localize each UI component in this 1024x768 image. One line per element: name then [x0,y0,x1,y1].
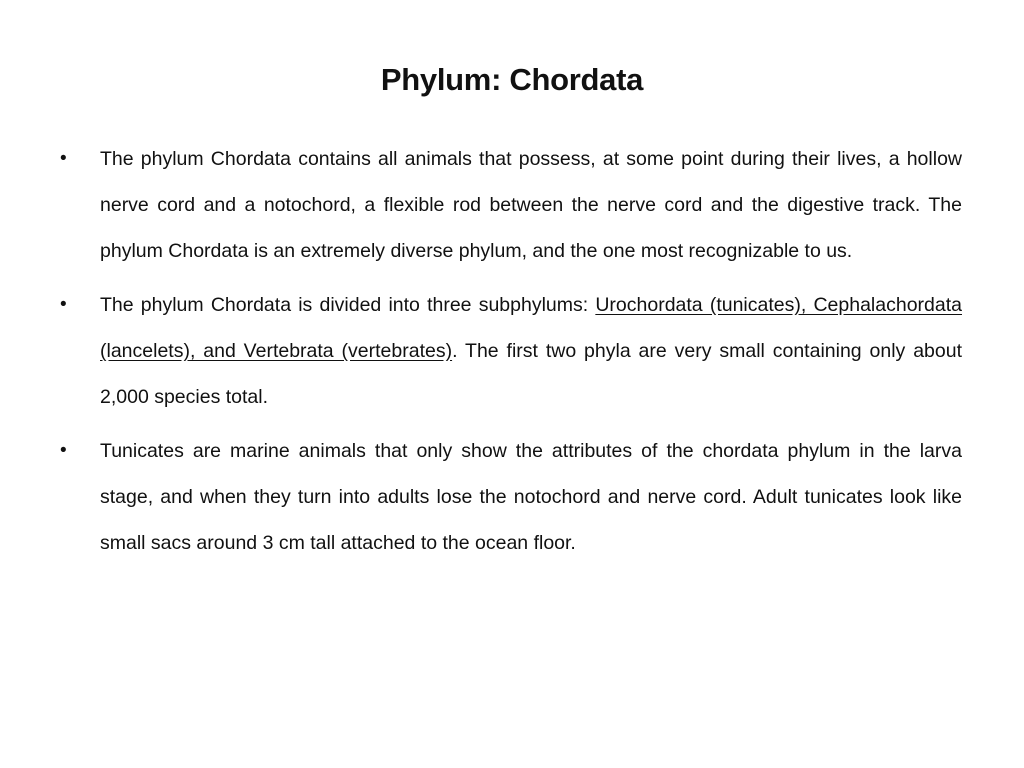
bullet-dot: • [60,294,67,315]
bullet-text: Tunicates are marine animals that only show the attributes of the chordata phylum in the larva stage, and when they turn into adults lose the notochord and nerve cord. Adult tunicates look like small sacs around 3 cm tall attached to the ocean floor. [100,440,962,554]
bullet-item [60,282,962,420]
bullet-list [60,136,962,574]
bullet-item [60,428,962,566]
subphylum-list-underlined: Urochordata (tunicates), Cephalachordata (lancelets), and Vertebrata (vertebrates) [100,294,962,362]
bullet-dot: • [60,148,67,169]
bullet-dot: • [60,440,67,461]
bullet-text-post: . The first two phyla are very small containing only about 2,000 species total. [100,340,962,408]
bullet-text: The phylum Chordata contains all animals that possess, at some point during their lives, a hollow nerve cord and a notochord, a flexible rod between the nerve cord and the digestive track. The phylum Chordata is an extremely diverse phylum, and the one most recognizable to us. [100,148,962,262]
bullet-text-pre: The phylum Chordata is divided into three subphylums: [100,294,596,316]
slide-title: Phylum: Chordata [380,62,644,97]
bullet-item [60,136,962,274]
